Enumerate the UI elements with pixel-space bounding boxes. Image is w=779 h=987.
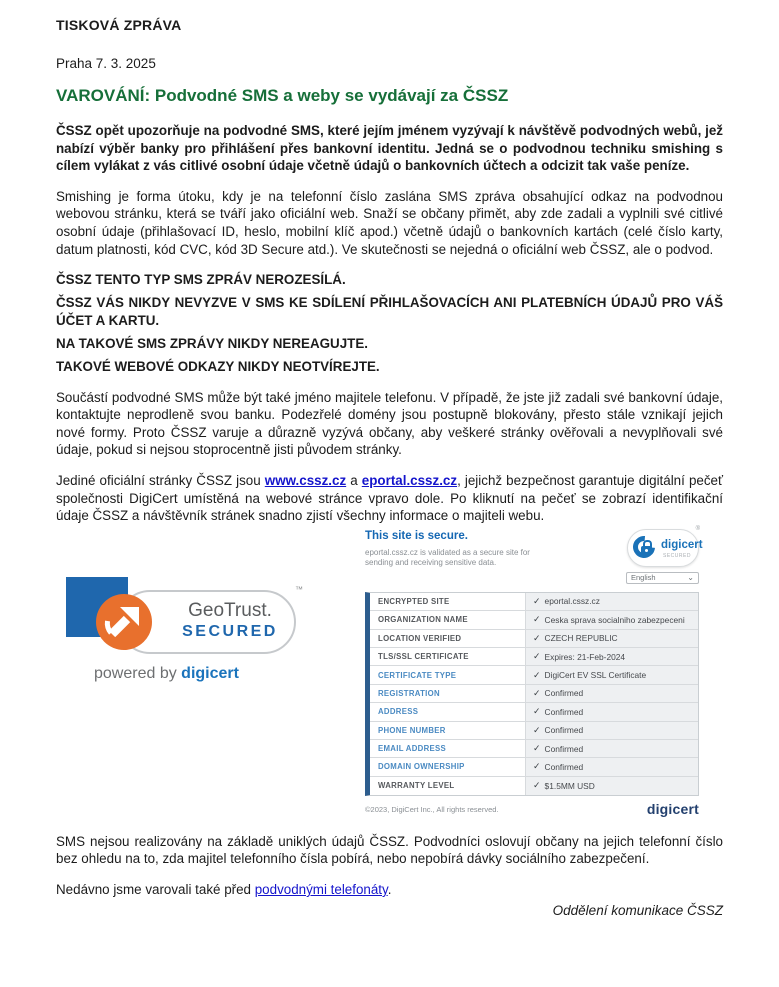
warning-line-4: TAKOVÉ WEBOVÉ ODKAZY NIKDY NEOTVÍREJTE. — [56, 359, 380, 375]
check-icon: ✓ — [533, 743, 541, 754]
check-icon: ✓ — [533, 632, 541, 643]
official-text-mid: a — [346, 473, 362, 488]
document-kicker: TISKOVÁ ZPRÁVA — [56, 17, 182, 33]
row-label: ENCRYPTED SITE — [370, 593, 525, 610]
row-label: CERTIFICATE TYPE — [370, 666, 525, 683]
warning-line-1: ČSSZ TENTO TYP SMS ZPRÁV NEROZESÍLÁ. — [56, 272, 346, 288]
check-icon: ✓ — [533, 761, 541, 772]
panel-subtitle: eportal.cssz.cz is validated as a secure site for sending and receiving sensitive data. — [365, 547, 530, 567]
row-value-text: CZECH REPUBLIC — [544, 633, 618, 644]
check-icon: ✓ — [533, 706, 541, 717]
seal-brand-label: digicert — [661, 538, 703, 551]
recent-text-pre: Nedávno jsme varovali také před — [56, 881, 255, 897]
table-row — [370, 777, 698, 795]
row-value — [525, 703, 698, 720]
official-sites-paragraph — [56, 472, 723, 525]
row-value-text: Ceska sprava socialniho zabezpeceni — [544, 614, 685, 625]
panel-title: This site is secure. — [365, 529, 468, 542]
official-text-pre: Jediné oficiální stránky ČSSZ jsou — [56, 473, 265, 488]
digicert-footer-wordmark: digicert — [646, 801, 699, 818]
row-label: REGISTRATION — [370, 685, 525, 702]
row-label: TLS/SSL CERTIFICATE — [370, 648, 525, 665]
lock-icon — [641, 546, 652, 555]
table-row — [370, 740, 698, 758]
language-dropdown[interactable] — [626, 572, 699, 584]
warning-line-2: ČSSZ VÁS NIKDY NEVYZVE V SMS KE SDÍLENÍ PŘIHLAŠOVACÍCH ANI PLATEBNÍCH ÚDAJŮ PRO VÁŠ ÚČET A KARTU. — [56, 295, 723, 328]
row-value-text: Expires: 21-Feb-2024 — [544, 651, 626, 662]
check-icon: ✓ — [533, 724, 541, 735]
table-row — [370, 685, 698, 703]
recent-warning-paragraph — [56, 881, 723, 899]
language-selected-label: English — [631, 573, 656, 583]
signature-line: Oddělení komunikace ČSSZ — [552, 902, 723, 918]
digicert-seal — [627, 525, 703, 567]
check-icon: ✓ — [533, 780, 541, 791]
row-label: ADDRESS — [370, 703, 525, 720]
geotrust-secured-badge — [66, 577, 306, 693]
page-title: VAROVÁNÍ: Podvodné SMS a weby se vydávají za ČSSZ — [56, 86, 509, 105]
table-row — [370, 611, 698, 629]
check-icon: ✓ — [533, 669, 541, 680]
row-label: WARRANTY LEVEL — [370, 777, 525, 795]
row-label: EMAIL ADDRESS — [370, 740, 525, 757]
row-label: PHONE NUMBER — [370, 722, 525, 739]
row-value — [525, 630, 698, 647]
row-label: ORGANIZATION NAME — [370, 611, 525, 628]
row-value-text: Confirmed — [544, 706, 584, 717]
link-cssz-cz[interactable]: www.cssz.cz — [264, 473, 347, 488]
table-row — [370, 758, 698, 776]
security-seal-figure — [56, 525, 723, 825]
row-value-text: Confirmed — [544, 688, 584, 699]
row-value-text: Confirmed — [544, 725, 584, 736]
row-label: DOMAIN OWNERSHIP — [370, 758, 525, 775]
dateline: Praha 7. 3. 2025 — [56, 56, 156, 71]
table-row — [370, 593, 698, 611]
table-row — [370, 666, 698, 684]
lead-paragraph: ČSSZ opět upozorňuje na podvodné SMS, které jejím jménem vyzývají k návštěvě podvodných webů, jež nabízí výběr banky pro přihlášení přes bankovní identitu. Jedná se o podvodnou techniku smishing s cílem vylákat z vás citlivé osobní údaje včetně údajů o bankovních účtech a odcizit tak vaše peníze. — [56, 123, 723, 174]
row-value — [525, 758, 698, 775]
row-value-text: Confirmed — [544, 761, 584, 772]
panel-footer — [365, 801, 699, 817]
check-icon: ✓ — [533, 595, 541, 606]
recent-text-post: . — [387, 881, 392, 897]
warning-line-3: NA TAKOVÉ SMS ZPRÁVY NIKDY NEREAGUJTE. — [56, 335, 368, 351]
digicert-wordmark: digicert — [181, 664, 239, 682]
link-fraud-calls[interactable]: podvodnými telefonáty — [254, 881, 388, 897]
seal-secured-label: SECURED — [663, 552, 691, 559]
smishing-paragraph: Smishing je forma útoku, kdy je na telefonní číslo zaslána SMS zpráva obsahující odkaz na podvodnou webovou stránku, která se tváří jako oficiální web. Snaží se občany přimět, aby zde zadali a vyplnili své citlivé osobní údaje (přihlašovací ID, heslo, mobilní klíč apod.) včetně údajů o bankovních kartách (celé číslo karty, datum platnosti, kód CVC, kód 3D Secure atd.). Ve skutečnosti se nejedná o oficiální web ČSSZ, ale o podvod. — [56, 188, 723, 257]
row-value-text: eportal.cssz.cz — [544, 596, 600, 607]
row-value — [525, 648, 698, 665]
row-value — [525, 777, 698, 795]
row-value — [525, 722, 698, 739]
geotrust-arrow-icon — [96, 594, 152, 650]
advice-paragraph: Součástí podvodné SMS může být také jméno majitele telefonu. V případě, že jste již zadali své bankovní údaje, kontaktujte neprodleně svou banku. Podezřelé domény jsou postupně blokovány, přesto stále vznikají jejich nové formy. Proto ČSSZ varuje a důrazně vyzývá občany, aby veškeré stránky ověřovali a nevyplňovali své údaje, pokud si nejsou stoprocentně jisti původem stránky. — [56, 389, 723, 458]
row-value — [525, 611, 698, 628]
sms-data-paragraph: SMS nejsou realizovány na základě uniklých údajů ČSSZ. Podvodníci oslovují občany na jejich telefonní číslo bez ohledu na to, zda majitel telefonního čísla pobírá, nebo nepobírá dávky sociálního zabezpečení. — [56, 833, 723, 867]
table-row — [370, 630, 698, 648]
row-value — [525, 593, 698, 610]
geotrust-secured-label: SECURED — [182, 622, 278, 640]
powered-by-digicert-label — [94, 665, 239, 683]
row-value — [525, 685, 698, 702]
check-icon: ✓ — [533, 614, 541, 625]
table-row — [370, 703, 698, 721]
row-value-text: Confirmed — [544, 743, 584, 754]
row-value-text: $1.5MM USD — [544, 780, 595, 791]
check-icon: ✓ — [533, 687, 541, 698]
official-text-post: , jejichž bezpečnost garantuje digitální pečeť společnosti DigiCert umístěná na webové stránce vpravo dole. Po kliknutí na pečeť se zobrazí identifikační údaje ČSSZ a návštěvník stránek snadno zjistí všechny informace o majiteli webu. — [56, 473, 724, 524]
table-row — [370, 648, 698, 666]
chevron-down-icon: ⌄ — [687, 572, 694, 582]
table-row — [370, 722, 698, 740]
row-value — [525, 740, 698, 757]
link-eportal-cssz-cz[interactable]: eportal.cssz.cz — [361, 473, 458, 488]
check-icon: ✓ — [533, 651, 541, 662]
row-label: LOCATION VERIFIED — [370, 630, 525, 647]
trademark-icon: ™ — [295, 584, 303, 594]
geotrust-brand-label: GeoTrust. — [188, 599, 272, 621]
row-value-text: DigiCert EV SSL Certificate — [544, 670, 647, 681]
certificate-table — [365, 592, 699, 796]
registered-icon: ® — [695, 525, 700, 532]
digicert-certificate-panel — [365, 525, 703, 818]
row-value — [525, 666, 698, 683]
copyright-notice: ©2023, DigiCert Inc., All rights reserved. — [365, 804, 499, 814]
powered-by-text: powered by — [94, 664, 182, 682]
